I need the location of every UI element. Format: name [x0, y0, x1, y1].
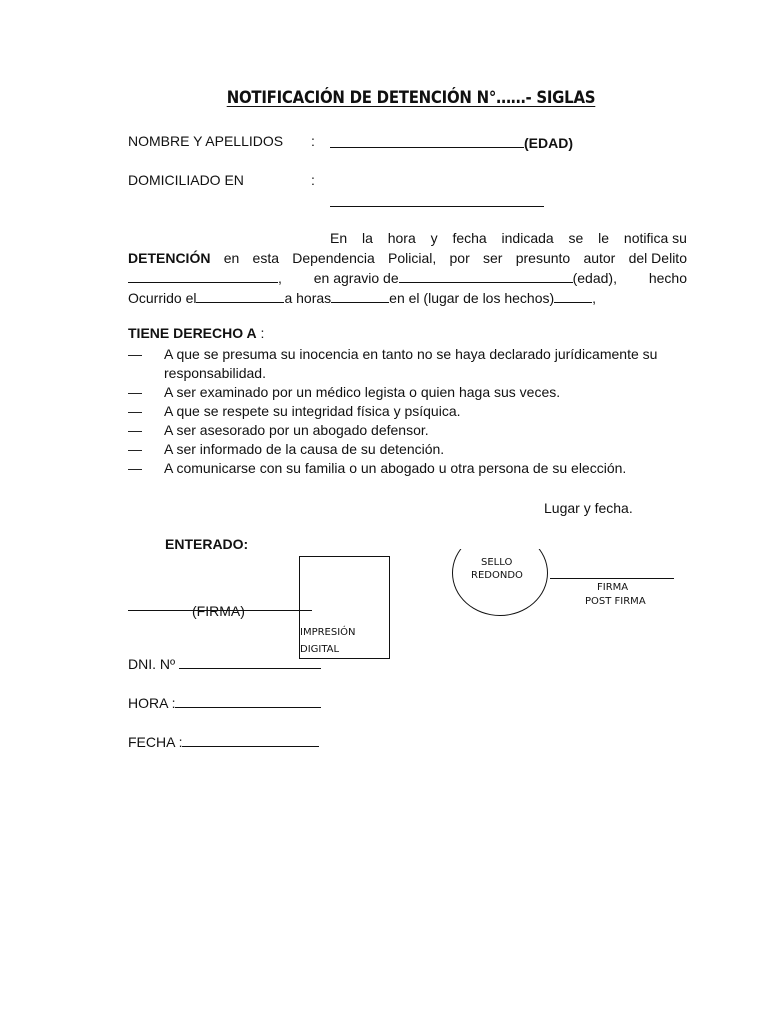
lugar-hechos-label: en el (lugar de los hechos) [389, 290, 555, 306]
right-text: A que se presuma su inocencia en tanto no se haya declarado jurídicamente su responsabilidad. [164, 346, 658, 381]
edad-label: (EDAD) [524, 135, 573, 151]
nombre-label: NOMBRE Y APELLIDOS [128, 133, 284, 149]
firma-label: (FIRMA) [192, 603, 245, 619]
fecha-field[interactable] [182, 732, 319, 747]
word: en [223, 250, 240, 266]
word: se [568, 230, 584, 246]
word: la [361, 230, 373, 246]
rights-heading-colon: : [256, 325, 265, 341]
rights-heading-text: TIENE DERECHO A [128, 325, 257, 341]
word: del Delito [628, 250, 687, 266]
enterado-label: ENTERADO: [165, 536, 249, 552]
list-item [128, 440, 708, 459]
right-text: A ser asesorado por un abogado defensor. [164, 422, 429, 438]
lugar-fecha: Lugar y fecha. [544, 500, 633, 516]
word: indicada [501, 230, 554, 246]
hora-field[interactable] [175, 693, 321, 708]
agravio-blank[interactable] [399, 268, 573, 283]
dni-field[interactable] [179, 654, 321, 669]
document-title: NOTIFICACIÓN DE DETENCIÓN N°……- SIGLAS [226, 88, 596, 108]
domicilio-field[interactable] [330, 192, 544, 207]
rights-heading [128, 325, 264, 341]
word: esta [252, 250, 279, 266]
detencion-bold: DETENCIÓN [128, 250, 211, 266]
firma-right-line[interactable] [550, 578, 674, 579]
notification-paragraph [128, 228, 687, 308]
hecho-text: hecho [648, 270, 687, 286]
rights-list [128, 345, 708, 478]
fecha-label: FECHA : [128, 734, 183, 750]
right-text: A que se respete su integridad física y psíquica. [164, 403, 461, 419]
dash: — [128, 460, 142, 476]
lugar-hechos-blank[interactable] [554, 288, 592, 303]
firma-right-label: FIRMA [597, 582, 629, 593]
redondo-label: REDONDO [471, 570, 523, 581]
impresion-label: IMPRESIÓN [300, 627, 356, 638]
nombre-blank [330, 133, 524, 148]
fecha-hecho-blank[interactable] [196, 288, 284, 303]
word: presunto [515, 250, 571, 266]
word: fecha [452, 230, 487, 246]
ocurrido-label: Ocurrido el [128, 290, 197, 306]
word: hora [387, 230, 416, 246]
list-item [128, 421, 708, 440]
right-text: A ser examinado por un médico legista o quien haga sus veces. [164, 384, 561, 400]
list-item [128, 402, 708, 421]
dash: — [128, 422, 142, 438]
word: Dependencia [292, 250, 375, 266]
comma: , [592, 290, 597, 306]
list-item [128, 345, 708, 383]
dni-row [128, 654, 321, 672]
word: por [449, 250, 470, 266]
digital-label: DIGITAL [300, 644, 340, 655]
right-text: A comunicarse con su familia o un abogado u otra persona de su elección. [164, 460, 627, 476]
dni-label: DNI. Nº [128, 656, 176, 672]
list-item [128, 383, 708, 402]
fingerprint-box[interactable] [299, 556, 390, 659]
edad-text: (edad), [572, 270, 617, 286]
dash: — [128, 441, 142, 457]
word: notifica su [623, 230, 687, 246]
agravio-label: en agravio de [313, 270, 399, 286]
domicilio-label: DOMICILIADO EN [128, 172, 244, 188]
dash: — [128, 403, 142, 419]
word: Policial, [388, 250, 437, 266]
hora-label: HORA : [128, 695, 176, 711]
delito-blank[interactable] [128, 268, 278, 283]
fecha-row [128, 732, 319, 750]
nombre-colon: : [311, 133, 315, 149]
word: y [430, 230, 438, 246]
domicilio-colon: : [311, 172, 315, 188]
hora-row [128, 693, 321, 711]
hora-hecho-blank[interactable] [331, 288, 389, 303]
post-firma-label: POST FIRMA [585, 596, 646, 607]
a-horas-label: a horas [284, 290, 332, 306]
word: En [330, 230, 348, 246]
list-item [128, 459, 708, 478]
seal-mask [448, 524, 552, 549]
nombre-field[interactable] [330, 133, 573, 151]
word: ser [483, 250, 503, 266]
right-text: A ser informado de la causa de su detención. [164, 441, 445, 457]
comma: , [278, 270, 282, 286]
word: autor [583, 250, 616, 266]
dash: — [128, 384, 142, 400]
dash: — [128, 346, 142, 362]
word: le [598, 230, 610, 246]
sello-label: SELLO [481, 557, 513, 568]
